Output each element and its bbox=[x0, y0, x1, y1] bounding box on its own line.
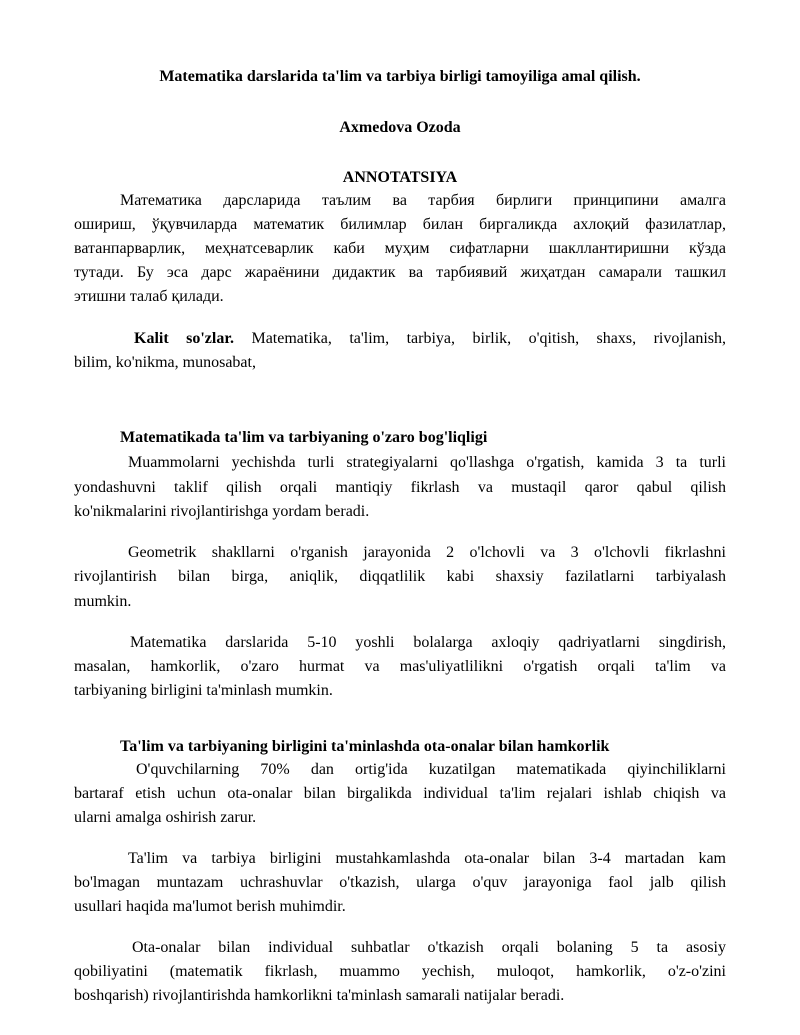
paragraph-line: O'quvchilarning 70% dan ortig'ida kuzatilgan matematikada qiyinchiliklarni bbox=[136, 761, 726, 778]
annotation-line: этишни талаб қилади. bbox=[74, 288, 224, 305]
annotation-line: ошириш, ўқувчиларда математик билимлар билан биргаликда ахлоқий фазилатлар, bbox=[74, 216, 726, 233]
paragraph-line: mumkin. bbox=[74, 593, 132, 610]
paragraph-line: masalan, hamkorlik, o'zaro hurmat va mas'uliyatlilikni o'rgatish orqali ta'lim va bbox=[74, 658, 726, 675]
keywords-list: Matematika, ta'lim, tarbiya, birlik, o'qitish, shaxs, rivojlanish, bbox=[234, 330, 727, 347]
paragraph-line: ko'nikmalarini rivojlantirishga yordam beradi. bbox=[74, 503, 370, 520]
annotation-line: тутади. Бу эса дарс жараёнини дидактик ва тарбиявий жиҳатдан самарали ташкил bbox=[74, 264, 726, 281]
paragraph-line: bo'lmagan muntazam uchrashuvlar o'tkazish, ularga o'quv jarayoniga faol jalb qilish bbox=[74, 874, 726, 891]
keywords-line-2: bilim, ko'nikma, munosabat, bbox=[74, 354, 256, 371]
paragraph-line: tarbiyaning birligini ta'minlash mumkin. bbox=[74, 682, 333, 699]
annotation-line: ватанпарварлик, меҳнатсеварлик каби муҳим сифатларни шакллантиришни кўзда bbox=[74, 240, 726, 257]
paragraph-line: Muammolarni yechishda turli strategiyalarni qo'llashga o'rgatish, kamida 3 ta turli bbox=[128, 454, 726, 471]
annotation-heading: ANNOTATSIYA bbox=[342, 169, 458, 186]
paragraph-line: Matematika darslarida 5-10 yoshli bolalarga axloqiy qadriyatlarni singdirish, bbox=[130, 634, 726, 651]
paragraph-line: yondashuvni taklif qilish orqali mantiqiy fikrlash va mustaqil qaror qabul qilish bbox=[74, 479, 726, 496]
keywords-line bbox=[134, 329, 726, 349]
paragraph-line: Ta'lim va tarbiya birligini mustahkamlashda ota-onalar bilan 3-4 martadan kam bbox=[128, 850, 726, 867]
annotation-line: Математика дарсларида таълим ва тарбия бирлиги принципини амалга bbox=[120, 192, 726, 209]
paragraph-line: usullari haqida ma'lumot berish muhimdir. bbox=[74, 898, 346, 915]
paragraph-line: Ota-onalar bilan individual suhbatlar o'tkazish orqali bolaning 5 ta asosiy bbox=[132, 939, 726, 956]
section-heading: Matematikada ta'lim va tarbiyaning o'zaro bog'liqligi bbox=[120, 429, 488, 446]
author-name: Axmedova Ozoda bbox=[339, 119, 461, 136]
section-heading: Ta'lim va tarbiyaning birligini ta'minlashda ota-onalar bilan hamkorlik bbox=[120, 738, 610, 755]
paper-title: Matematika darslarida ta'lim va tarbiya birligi tamoyiliga amal qilish. bbox=[159, 68, 641, 85]
keywords-label: Kalit so'zlar. bbox=[134, 330, 234, 347]
paragraph-line: boshqarish) rivojlantirishda hamkorlikni ta'minlash samarali natijalar beradi. bbox=[74, 987, 565, 1004]
paragraph-line: rivojlantirish bilan birga, aniqlik, diqqatlilik kabi shaxsiy fazilatlarni tarbiyalash bbox=[74, 568, 726, 585]
paragraph-line: bartaraf etish uchun ota-onalar bilan birgalikda individual ta'lim rejalari ishlab chiqish va bbox=[74, 785, 726, 802]
paragraph-line: ularni amalga oshirish zarur. bbox=[74, 809, 257, 826]
paragraph-line: Geometrik shakllarni o'rganish jarayonida 2 o'lchovli va 3 o'lchovli fikrlashni bbox=[128, 544, 726, 561]
paragraph-line: qobiliyatini (matematik fikrlash, muammo yechish, muloqot, hamkorlik, o'z-o'zini bbox=[74, 963, 726, 980]
